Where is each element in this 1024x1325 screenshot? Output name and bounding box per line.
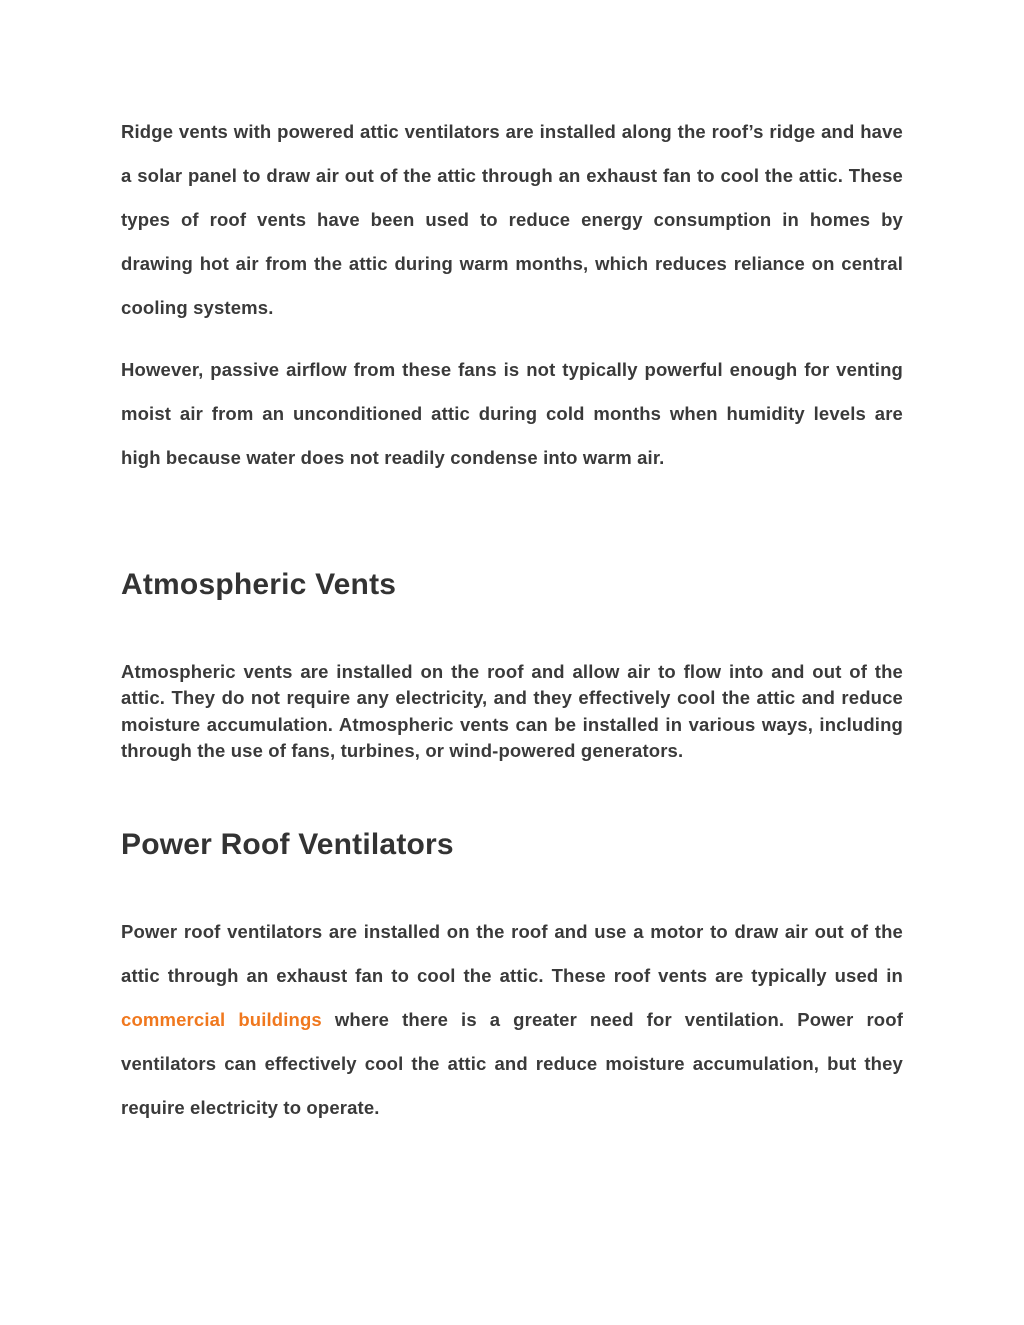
power-roof-ventilators-paragraph <box>121 910 903 1130</box>
passive-airflow-paragraph: However, passive airflow from these fans is not typically powerful enough for venting moist air from an unconditioned attic during cold months when humidity levels are high because water does not readily condense into warm air. <box>121 359 903 468</box>
power-roof-text-before-link: Power roof ventilators are installed on the roof and use a motor to draw air out of the attic through an exhaust fan to cool the attic. These roof vents are typically used in <box>121 921 903 986</box>
power-roof-text-after-link: where there is a greater need for ventilation. Power roof ventilators can effectively cool the attic and reduce moisture accumulation, but they require electricity to operate. <box>121 1009 904 1118</box>
power-roof-ventilators-heading: Power Roof Ventilators <box>121 828 454 861</box>
commercial-buildings-link[interactable]: commercial buildings <box>121 1009 322 1030</box>
atmospheric-vents-heading: Atmospheric Vents <box>121 568 397 601</box>
atmospheric-vents-paragraph: Atmospheric vents are installed on the roof and allow air to flow into and out of the attic. They do not require any electricity, and they effectively cool the attic and reduce moisture accumulation. Atmospheric vents can be installed in various ways, including through the use of fans, turbines, or wind-powered generators. <box>121 661 903 761</box>
ridge-vents-paragraph: Ridge vents with powered attic ventilators are installed along the roof’s ridge and have a solar panel to draw air out of the attic through an exhaust fan to cool the attic. These types of roof vents have been used to reduce energy consumption in homes by drawing hot air from the attic during warm months, which reduces reliance on central cooling systems. <box>121 121 903 318</box>
